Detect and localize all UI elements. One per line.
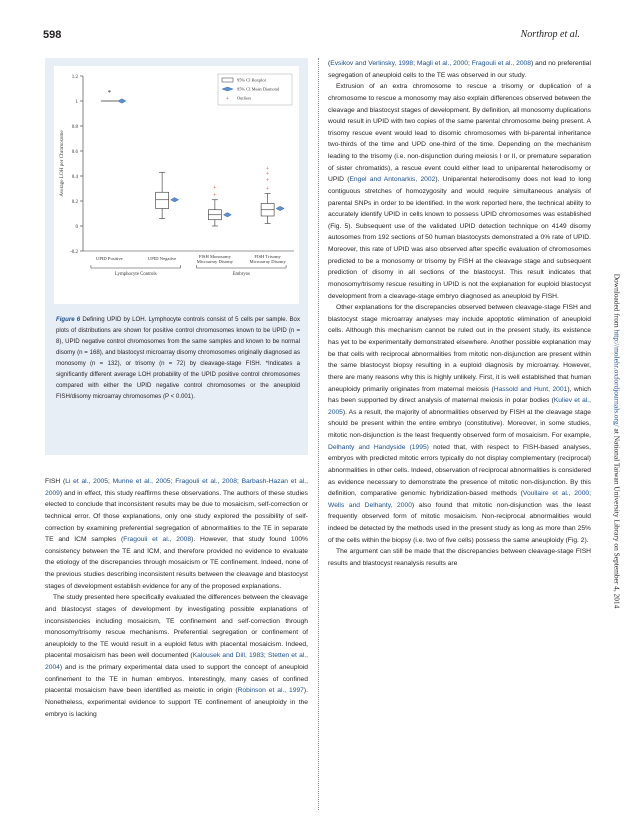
y-tick-label: 0 — [75, 224, 78, 230]
citation-link[interactable]: Kuliev et al., 2005 — [328, 397, 591, 416]
significance-asterisk: * — [107, 89, 112, 97]
y-tick-label: 0.6 — [71, 149, 78, 155]
citation-link[interactable]: Evsikov and Verlinsky, 1998 — [330, 60, 414, 67]
citation-link[interactable]: Munne et al., 2005 — [112, 478, 171, 485]
citation-link[interactable]: Barbash-Hazan et al., 2009 — [45, 478, 308, 497]
y-tick-label: 1.2 — [71, 74, 78, 80]
box-iqr — [156, 192, 169, 208]
category-label: UPID Positive — [96, 256, 123, 261]
citation-link[interactable]: Wells and Delhanty, 2000 — [328, 501, 412, 509]
citation-link[interactable]: Engel and Antonarkis, 2002 — [349, 176, 436, 184]
citation-link[interactable]: Stetten et al., 2004 — [45, 652, 308, 671]
column-divider — [318, 58, 319, 810]
y-tick-label: 1 — [75, 99, 78, 105]
citation-link[interactable]: Kalousek and Dill, 1983 — [192, 652, 264, 660]
citation-link[interactable]: Hassold and Hunt, 2001 — [493, 385, 568, 393]
figure-6 — [45, 58, 308, 455]
citation-link[interactable]: Delhanty and Handyside (1995) — [328, 443, 429, 451]
y-tick-label: 0.2 — [71, 199, 78, 205]
figure-caption — [56, 314, 300, 402]
citation-link[interactable]: Magli et al., 2000 — [416, 60, 468, 67]
figure-label: Figure 6 — [56, 316, 81, 323]
legend-label: 95% CI Mean Diamond — [237, 86, 280, 92]
outlier-marker: + — [213, 185, 217, 192]
group-label: Lymphocyte Controls — [114, 272, 157, 277]
journal-link[interactable]: http://molehr.oxfordjournals.org/ — [612, 329, 622, 427]
outlier-marker: + — [265, 166, 270, 173]
figure-plot — [54, 66, 299, 304]
y-tick-label: -0.2 — [70, 249, 78, 255]
paragraph: FISH (Li et al., 2005; Munne et al., 2005; Fragouli et al., 2008; Barbash-Hazan et al., 2009) and in effect, this study reaffirms these observations. The authors of these studies elected to conclude that inconsistent results may be due to mosaicism, self-correction or technical error. Of those explanations, only one study explored the possibility of self-correction by examining preferential segregation of abnormalities to the TE in separate TE and ICM samples (Fragouli et al., 2008). However, that study found 100% consistency between the TE and ICM, and therefore provided no evidence to evaluate the etiology of the discrepancies through mosaicism or TE confinement. Indeed, none of the previous studies describing inconsistent results between the cleavage and blastocyst stages of development establish evidence for any of the proposed explanations. — [45, 478, 308, 590]
download-prefix: Downloaded from — [612, 273, 622, 330]
box-plot-chart — [54, 66, 299, 304]
y-tick-label: 0.4 — [71, 174, 78, 180]
legend-label: 95% CI Boxplot — [237, 77, 266, 83]
legend-label: Outliers — [237, 95, 252, 101]
category-label: FISH Monosomy — [198, 254, 231, 259]
outlier-marker: + — [265, 177, 270, 184]
y-axis-label: Average LOH per Chromosome — [59, 130, 65, 197]
category-label: Microarray Disomy — [249, 259, 286, 264]
download-suffix: at National Taiwan University Library on September 4, 2014 — [612, 426, 622, 609]
citation-link[interactable]: Fragouli et al., 2008 — [175, 478, 237, 485]
citation-link[interactable]: Robinson et al., 1997 — [237, 687, 304, 695]
category-label: FISH Trisomy — [254, 254, 281, 259]
mean-diamond — [118, 99, 126, 103]
paragraph: The study presented here specifically evaluated the differences between the cleavage and blastocyst stages of development by investigating possible explanations of inconsistencies including mosaicism, TE confinement and self-correction through monosomy/trisomy rescue mechanisms. Preferential segregation or confinement of aneuploidy to the TE would result in a euploid fetus with placental mosaicism. Indeed, placental mosaicism has been well documented (Kalousek and Dill, 1983; Stetten et al., 2004) and is the primary experimental data used to support the concept of aneuploid confinement to the TE in human embryos. Interestingly, many cases of confined placental mosaicism have been identified as meiotic in origin (Robinson et al., 1997). Nonetheless, experimental evidence to support TE confinement of aneuploidy in the embryo is lacking — [45, 594, 308, 718]
legend-outlier-swatch: + — [225, 96, 230, 103]
group-label: Embryos — [232, 272, 250, 277]
mean-diamond — [171, 198, 179, 202]
category-label: UPID Negative — [147, 256, 177, 261]
citation-link[interactable]: Fragouli et al., 2008 — [123, 536, 192, 544]
outlier-marker: + — [265, 171, 270, 178]
figure-caption-text: Defining UPID by LOH. Lymphocyte controls consist of 5 cells per sample. Box plots of distributions are shown for positive control chromosomes known to be UPID (n = 8), UPID negative control chromosomes from the same samples and known to be normal disomy (n = 168), and blastocyst microarray disomy chromosomes originally diagnosed as monosomy (n = 132), or trisomy (n = 72) by cleavage-stage FISH. *Indicates a significantly different average LOH probability of the UPID positive control chromosomes compared with either the UPID negative control chromosomes or the aneuploid FISH/disomy microarray chromosomes (P < 0.001). — [56, 316, 300, 400]
paragraph: (Evsikov and Verlinsky, 1998; Magli et al., 2000; Fragouli et al., 2008) and no preferential segregation of aneuploid cells to the TE was observed in our study. — [328, 60, 591, 79]
running-author: Northrop et al. — [520, 29, 580, 40]
paragraph: Other explanations for the discrepancies observed between cleavage-stage FISH and blastocyst stage microarray analyses may include apoptotic elimination of aneuploid cells. Although this mechanism cannot be ruled out in the present study, its existence has yet to be experimentally demonstrated elsewhere. Another possible explanation may be that cells with reciprocal abnormalities from mitotic non-disjunction are present within the same blastocyst biopsy resulting in a euploid diagnosis by microarray. However, there are many reasons why this is highly unlikely. First, it is well established that human aneuploidy primarily originates from maternal meiosis (Hassold and Hunt, 2001), which has been supported by direct analysis of maternal meiosis in polar bodies (Kuliev et al., 2005). As a result, the majority of abnormalities observed by FISH at the cleavage stage should be present within the entire embryo (constitutive). Moreover, in some studies, mitotic non-disjunction is the least frequently observed form of mosaicism. For example, Delhanty and Handyside (1995) noted that, with respect to FISH-based analyses, embryos with predicted mitotic errors typically do not display complementary (reciprocal) abnormalities in other cells. Indeed, observation of reciprocal abnormalities is considered as evidence necessary to demonstrate the presence of mitotic non-disjunction. By this definition, comparative genomic hybridization-based methods (Voullaire et al., 2000; Wells and Delhanty, 2000) also found that mitotic non-disjunction was the least frequently observed form of mitotic mosaicism. Non-reciprocal abnormalities would indeed be detected by the methods used in the present study as long as more than 25% of the cells within the biopsy (i.e. two of five cells) possess the same aneuploidy (Fig. 2). — [328, 304, 591, 544]
paragraph: The argument can still be made that the discrepancies between cleavage-stage FISH results and blastocyst reanalysis results are — [328, 548, 591, 567]
citation-link[interactable]: Fragouli et al., 2008 — [471, 60, 531, 67]
right-text-column — [328, 58, 591, 570]
left-text-column — [45, 476, 308, 720]
y-tick-label: 0.8 — [71, 124, 78, 130]
outlier-marker: + — [265, 186, 270, 193]
mean-diamond — [223, 213, 231, 217]
mean-diamond — [276, 206, 284, 210]
page-number: 598 — [43, 29, 62, 41]
category-label: Microarray Disomy — [196, 259, 234, 264]
citation-link[interactable]: Voullaire et al., 2000 — [522, 490, 590, 498]
paragraph: Extrusion of an extra chromosome to rescue a trisomy or duplication of a chromosome to rescue a monosomy may also explain differences observed between the cleavage and blastocyst stages of development. By definition, all monosomy duplications would result in UPID with two copies of the same parental chromosome being present. A trisomy rescue event would lead to disomic chromosomes with bi-parental inheritance two-thirds of the time and UPD one-third of the time. Depending on the mechanism leading to the trisomy (i.e. non-disjunction during meiosis I or II, or premature separation of sister chromatids), a rescue event could either lead to uniparental heterodisomy or UPID (Engel and Antonarkis, 2002). Uniparental heterodisomy does not lead to long contiguous stretches of homozygosity and would require simultaneous analysis of parental SNPs in order to be identified. In the work reported here, the technical ability to accurately identify UPID in cells known to possess UPID chromosomes was established (Fig. 5). Subsequent use of the validated UPID detection technique on 4149 disomy autosomes from 192 sections of 50 human blastocysts demonstrated a 0% rate of UPID. Moreover, this rate of UPID was also observed after specific evaluation of chromosomes predicted to be a monosomy or trisomy by FISH at the cleavage stage and subsequent prediction of disomy in all sections of the blastocyst. This result indicates that monosomy/trisomy rescue resulting in UPID is not the explanation for euploid blastocyst development from a cleavage-stage embryo diagnosed as aneuploid by FISH. — [328, 83, 591, 300]
download-notice — [613, 274, 622, 609]
citation-link[interactable]: Li et al., 2005 — [65, 478, 108, 485]
outlier-marker: + — [213, 192, 217, 199]
